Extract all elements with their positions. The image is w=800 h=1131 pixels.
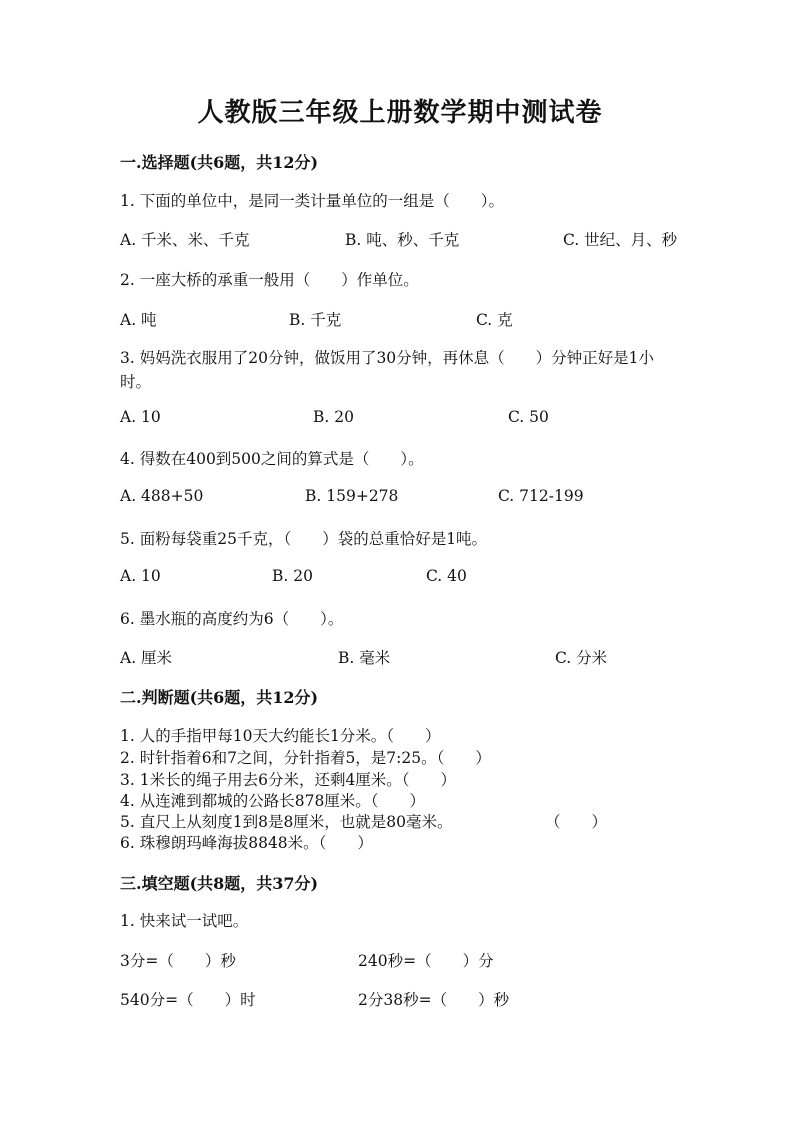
choice-4-option-b: B. 159+278 xyxy=(305,487,399,505)
choice-2-option-b: B. 千克 xyxy=(289,311,342,329)
choice-5-option-b: B. 20 xyxy=(272,567,313,585)
judge-question-1: 1. 人的手指甲每10天大约能长1分米。（ ） xyxy=(120,727,441,745)
choice-1-option-a: A. 千米、米、千克 xyxy=(120,231,250,249)
section-heading-fill: 三.填空题(共8题，共37分) xyxy=(120,874,319,893)
judge-question-4: 4. 从连滩到都城的公路长878厘米。（ ） xyxy=(120,792,426,810)
page-title: 人教版三年级上册数学期中测试卷 xyxy=(197,98,603,128)
choice-1-option-b: B. 吨、秒、千克 xyxy=(345,231,460,249)
choice-question-3: 3. 妈妈洗衣服用了20分钟，做饭用了30分钟，再休息（ ）分钟正好是1小时。 xyxy=(120,349,655,391)
judge-question-6: 6. 珠穆朗玛峰海拔8848米。（ ） xyxy=(120,834,373,852)
judge-5-answer-bracket: （ ） xyxy=(545,813,608,831)
choice-question-6: 6. 墨水瓶的高度约为6（ ）。 xyxy=(120,610,344,628)
choice-5-option-a: A. 10 xyxy=(120,567,161,585)
choice-6-option-a: A. 厘米 xyxy=(120,649,173,667)
judge-question-2: 2. 时针指着6和7之间，分针指着5，是7:25。（ ） xyxy=(120,749,491,767)
choice-5-option-c: C. 40 xyxy=(426,567,467,585)
fill-item-4: 2分38秒=（ ）秒 xyxy=(358,991,510,1009)
choice-6-option-c: C. 分米 xyxy=(555,649,608,667)
judge-question-3: 3. 1米长的绳子用去6分米，还剩4厘米。（ ） xyxy=(120,771,457,789)
choice-2-option-c: C. 克 xyxy=(476,311,513,329)
choice-3-option-a: A. 10 xyxy=(120,408,161,426)
judge-question-5: 5. 直尺上从刻度1到8是8厘米，也就是80毫米。 xyxy=(120,813,453,831)
choice-1-option-c: C. 世纪、月、秒 xyxy=(563,231,678,249)
fill-item-2: 240秒=（ ）分 xyxy=(358,952,494,970)
fill-item-1: 3分=（ ）秒 xyxy=(120,952,236,970)
choice-question-2: 2. 一座大桥的承重一般用（ ）作单位。 xyxy=(120,271,419,289)
choice-question-4: 4. 得数在400到500之间的算式是（ ）。 xyxy=(120,450,424,468)
fill-item-3: 540分=（ ）时 xyxy=(120,991,256,1009)
section-heading-choice: 一.选择题(共6题，共12分) xyxy=(120,153,319,172)
section-heading-judge: 二.判断题(共6题，共12分) xyxy=(120,688,319,707)
choice-3-option-b: B. 20 xyxy=(313,408,354,426)
fill-question-1: 1. 快来试一试吧。 xyxy=(120,912,249,930)
choice-6-option-b: B. 毫米 xyxy=(338,649,391,667)
choice-3-option-c: C. 50 xyxy=(508,408,549,426)
choice-2-option-a: A. 吨 xyxy=(120,311,157,329)
choice-4-option-c: C. 712-199 xyxy=(498,487,584,505)
choice-question-1: 1. 下面的单位中，是同一类计量单位的一组是（ ）。 xyxy=(120,192,504,210)
choice-question-5: 5. 面粉每袋重25千克，（ ）袋的总重恰好是1吨。 xyxy=(120,530,488,548)
choice-4-option-a: A. 488+50 xyxy=(120,487,204,505)
